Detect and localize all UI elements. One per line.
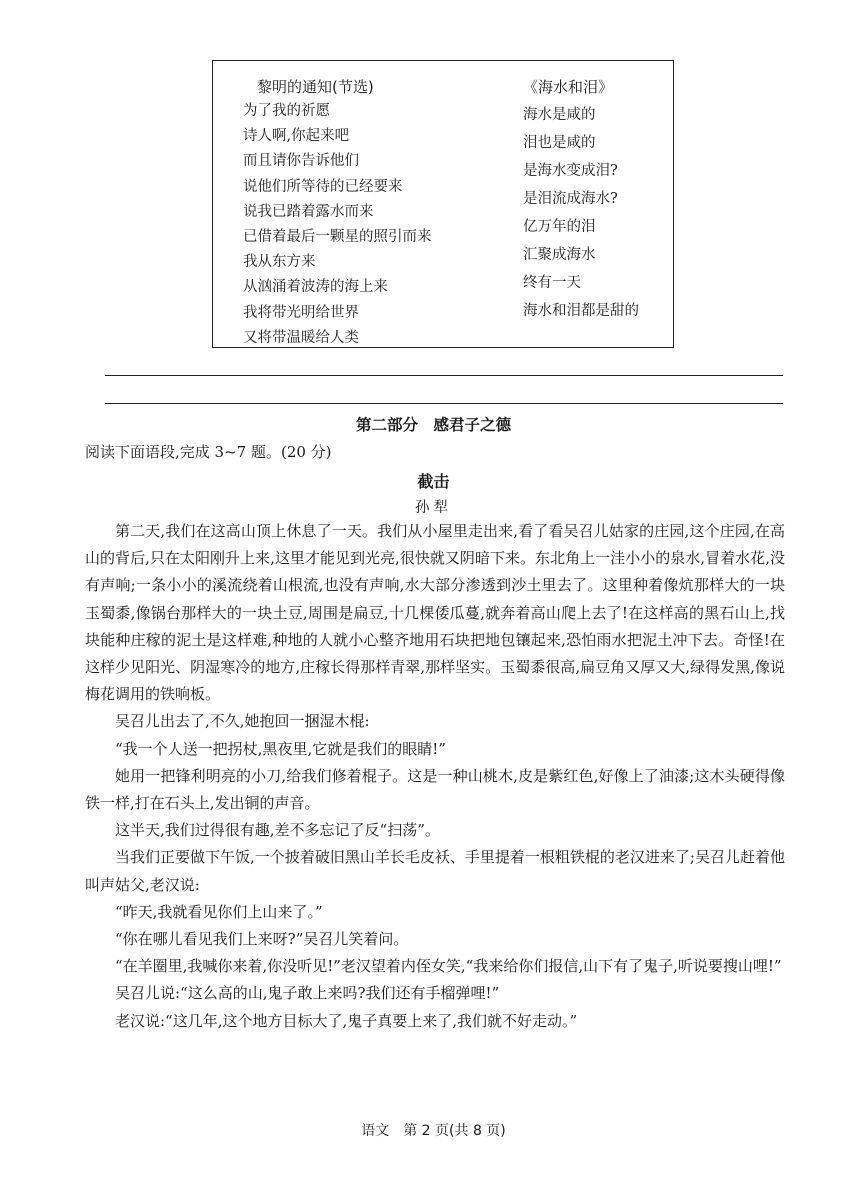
poem-line: 海水和泪都是甜的 (523, 303, 639, 319)
paragraph: 当我们正要做下午饭,一个披着破旧黑山羊长毛皮袄、手里提着一根粗铁棍的老汉进来了;吴召儿赶着他叫声姑父,老汉说: (85, 848, 785, 894)
poem-line: 我将带光明给世界 (243, 304, 359, 321)
paragraph: “昨天,我就看见你们上山来了。” (115, 902, 323, 921)
article-body (85, 518, 785, 1035)
paragraph: 老汉说:“这几年,这个地方目标大了,鬼子真要上来了,我们就不好走动。” (115, 1011, 578, 1030)
poem-left-title: 黎明的通知(节选) (257, 78, 374, 96)
poem-line: 我从东方来 (243, 254, 316, 271)
answer-line[interactable] (105, 403, 783, 404)
paragraph: 第二天,我们在这高山顶上休息了一天。我们从小屋里走出来,看了看吴召儿姑家的庄园,这个庄园,在高山的背后,只在太阳刚升上来,这里才能见到光亮,很快就又阴暗下来。东北角上一洼小小的泉水,冒着水花,没有声响;一条小小的溪流绕着山根流,也没有声响,水大部分渗透到沙土里去了。这里种着像炕那样大的一块玉蜀黍,像锅台那样大的一块土豆,周围是扁豆,十几棵倭瓜蔓,就奔着高山爬上去了!在这样高的黑石山上,找块能种庄稼的泥土是这样难,种地的人就小心整齐地用石块把地包镶起来,恐怕雨水把泥土冲下去。奇怪!在这样少见阳光、阴湿寒冷的地方,庄稼长得那样青翠,那样坚实。玉蜀黍很高,扁豆角又厚又大,绿得发黑,像说梅花调用的铁响板。 (85, 522, 785, 704)
poem-line: 又将带温暖给人类 (243, 329, 359, 346)
paragraph: 这半天,我们过得很有趣,差不多忘记了反“扫荡”。 (115, 821, 440, 840)
poem-line: 汇聚成海水 (523, 247, 596, 263)
paragraph: 吴召儿出去了,不久,她抱回一捆湿木棍: (115, 712, 370, 731)
poem-line: 说他们所等待的已经要来 (243, 178, 403, 195)
paragraph: “我一个人送一把拐杖,黑夜里,它就是我们的眼睛!” (115, 739, 446, 758)
poem-right-title: 《海水和泪》 (523, 78, 614, 96)
paragraph: 吴召儿说:“这么高的山,鬼子敢上来吗?我们还有手榴弹哩!” (115, 984, 500, 1003)
article-title: 截击 (417, 472, 450, 491)
poem-line: 是泪流成海水? (523, 191, 618, 207)
poem-line: 亿万年的泪 (523, 219, 596, 235)
poem-line: 从汹涌着波涛的海上来 (243, 279, 388, 296)
poem-line: 为了我的祈愿 (243, 103, 330, 119)
poem-comparison-box (212, 60, 674, 348)
poem-left (243, 75, 432, 351)
paragraph: “在羊圈里,我喊你来着,你没听见!”老汉望着内侄女笑,“我来给你们报信,山下有了鬼子,听说要搜山哩!” (115, 957, 782, 976)
poem-line: 泪也是咸的 (523, 135, 596, 151)
section-title: 第二部分 感君子之德 (355, 416, 511, 434)
poem-line: 诗人啊,你起来吧 (243, 128, 350, 145)
article-author: 孙犁 (415, 500, 452, 516)
paragraph: “你在哪儿看见我们上来呀?”吴召儿笑着问。 (115, 930, 409, 949)
poem-right (523, 75, 639, 325)
poem-line: 是海水变成泪? (523, 163, 618, 179)
poem-line: 已借着最后一颗星的照引而来 (243, 228, 432, 245)
poem-line: 海水是咸的 (523, 107, 596, 123)
question-instruction: 阅读下面语段,完成 3~7 题。(20 分) (85, 443, 332, 461)
poem-line: 终有一天 (523, 275, 581, 291)
page-footer: 语文 第 2 页(共 8 页) (361, 1123, 506, 1139)
answer-line[interactable] (105, 375, 783, 376)
paragraph: 她用一把锋利明亮的小刀,给我们修着棍子。这是一种山桃木,皮是紫红色,好像上了油漆;这木头硬得像铁一样,打在石头上,发出铜的声音。 (85, 766, 785, 813)
poem-line: 说我已踏着露水而来 (243, 203, 374, 220)
poem-line: 而且请你告诉他们 (243, 153, 359, 170)
